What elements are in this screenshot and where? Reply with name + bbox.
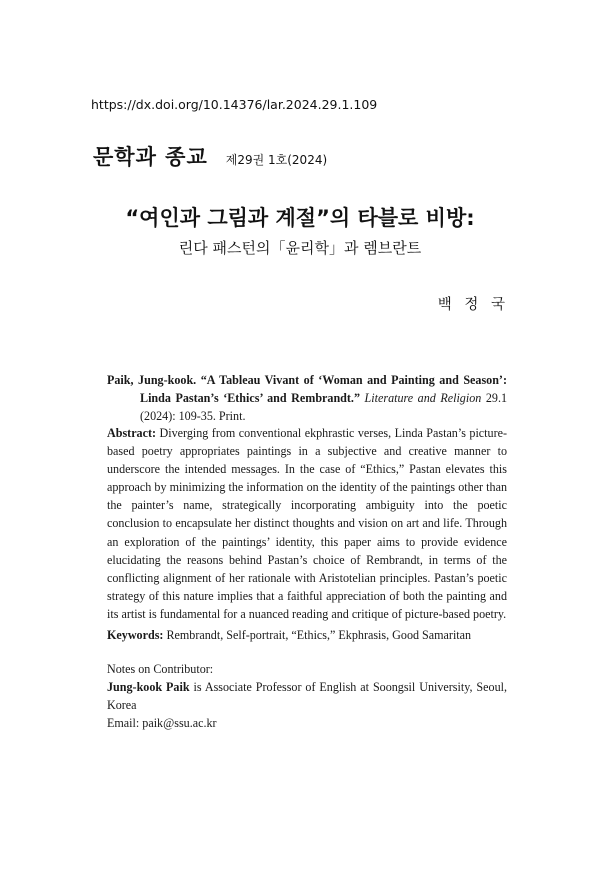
- keywords-label: Keywords:: [107, 628, 164, 642]
- citation-title: “A Tableau Vivant of ‘Woman and Painting and Season’: Linda Pastan’s ‘Ethics’ and Rembrandt.”: [140, 373, 507, 405]
- citation-authors: Paik, Jung-kook.: [107, 373, 197, 387]
- keywords-text: Rembrandt, Self-portrait, “Ethics,” Ekphrasis, Good Samaritan: [166, 628, 472, 642]
- email-label: Email:: [107, 716, 140, 730]
- abstract: [107, 424, 507, 623]
- journal-issue: 제29권 1호(2024): [225, 153, 328, 167]
- article-author: 백 정 국: [437, 297, 509, 313]
- citation-details: 29.1 (2024): 109-35. Print.: [140, 391, 508, 423]
- abstract-label: Abstract:: [107, 426, 157, 440]
- contributor-notes: [107, 660, 507, 732]
- journal-name: 문학과 종교: [93, 145, 208, 169]
- email-address[interactable]: paik@ssu.ac.kr: [142, 716, 217, 730]
- journal-header: [93, 141, 327, 171]
- contributor-info: [107, 678, 507, 714]
- contributor-name: Jung-kook Paik: [107, 680, 190, 694]
- contributor-text: is Associate Professor of English at Soongsil University, Seoul, Korea: [107, 680, 507, 712]
- citation: [107, 371, 507, 425]
- abstract-text: Diverging from conventional ekphrastic verses, Linda Pastan’s picture-based poetry appropriates paintings in a subjective and creative manner to underscore the intended messages. In the case of “Ethics,” Pastan elevates this approach by minimizing the information on the identity of the paintings other than the painter’s name, strategically incorporating ambiguity into the poetic conclusion to encapsulate her distinct thoughts and vision on art and life. Through an exploration of the paintings’ identity, this paper aims to provide evidence elucidating the reasons behind Pastan’s choice of Rembrandt, in terms of the conflicting alignment of her rationale with Aristotelian principles. Pastan’s poetic strategy of this nature implies that a faithful appreciation of both the painting and its artist is fundamental for a nuanced reading and critique of picture-based poetry.: [107, 426, 507, 621]
- citation-journal: Literature and Religion: [364, 391, 482, 405]
- email-line: [107, 714, 507, 732]
- article-subtitle: 린다 패스턴의「윤리학」과 렘브란트: [178, 239, 422, 257]
- notes-heading: Notes on Contributor:: [107, 662, 214, 676]
- article-title: “여인과 그림과 계절”의 타블로 비방:: [125, 206, 475, 230]
- doi-link[interactable]: https://dx.doi.org/10.14376/lar.2024.29.1.109: [91, 97, 378, 112]
- keywords: [107, 626, 507, 644]
